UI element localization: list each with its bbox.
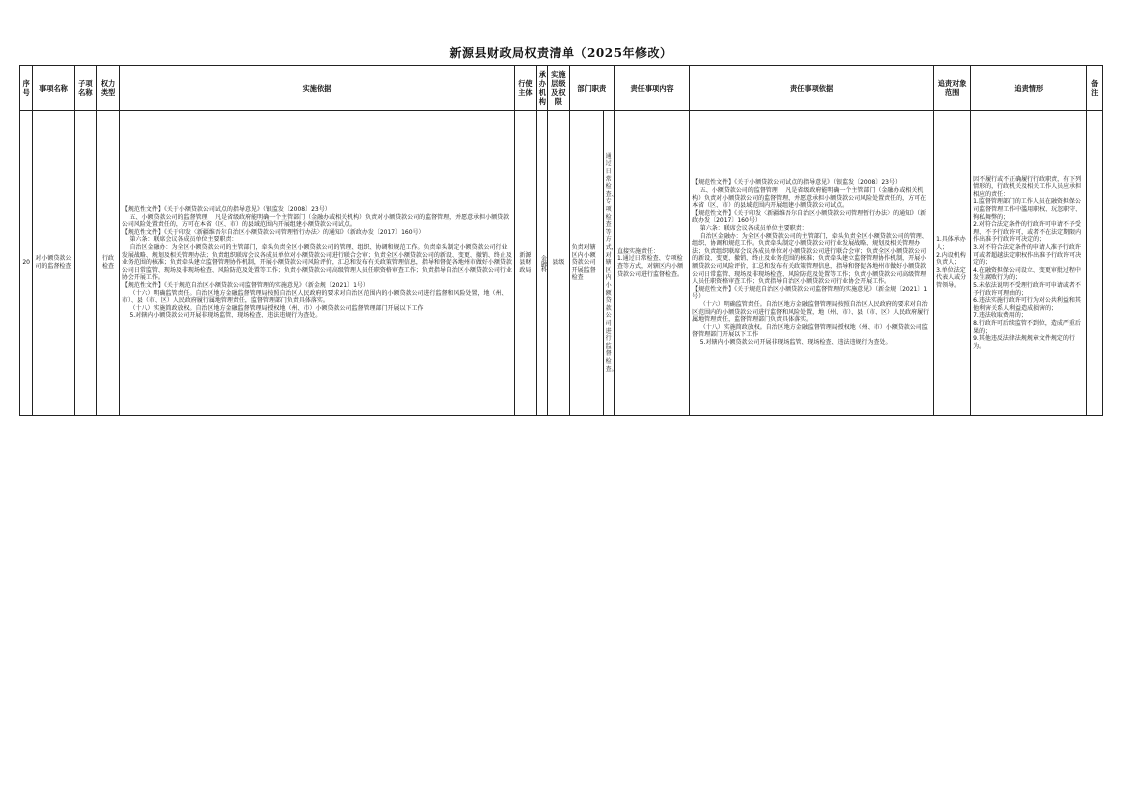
header-dept-duty: 部门职责 xyxy=(569,66,614,111)
header-item-name: 事项名称 xyxy=(33,66,74,111)
header-resp-content: 责任事项内容 xyxy=(614,66,689,111)
cell-organ xyxy=(536,111,547,416)
cell-dept-duty: 负责对辖区内小额贷款公司开展监督检查 xyxy=(569,111,603,416)
cell-power-type: 行政检查 xyxy=(97,111,120,416)
cell-resp-basis: 【规范性文件】《关于小额贷款公司试点的指导意见》（银监发〔2008〕23号） 五、小额贷款公司的监督管理 凡是省级政府能明确一个主管部门（金融办或相关机构）负责对小额贷款公司的监督管理，并愿意承担小额贷款公司风险处置责任的，方可在本省（区、市）的县域范围内开展组建小额贷款公司试点。 【规范性文件】《关于印发〈新疆维吾尔自治区小额贷款公司管理暂行办法〉的通知》（新政办发〔2017〕160号） 第六条：联席会议各成员单位主要职责： 自治区金融办：为全区小额贷款公司的主管部门，牵头负责全区小额贷款公司的管理、组织、协调和规范工作。负责牵头制定小额贷款公司行业发展战略、规划及相关管理办法；负责组织联席会议各成员单位对小额贷款公司进行联合会审；负责全区小额贷款公司的新设、变更、撤销、终止及业务范围的核准；负责牵头建立监督管理协作机制，开展小额贷款公司风险评价，汇总和发布有关政策管理信息，指导和督促各地州市做好小额贷款公司日常监管、现场及非现场检查、风险防范及处置等工作；负责小额贷款公司高级管理人员任职资格审查工作；负责指导自治区小额贷款公司行业协会开展工作。 【规范性文件】《关于规范自治区小额贷款公司监督管理的实施意见》（新金规〔2021〕1号） （十六）明确监管责任。自治区地方金融监督管理局按照自治区人民政府的要求对自治区范围内的小额贷款公司进行监督和风险处置，地（州、市）、县（市、区）人民政府履行属地管理责任，监督管理部门负责具体落实。 （十八）实施简政放权。自治区地方金融监督管理局授权地（州、市）小额贷款公司监督管理部门开展以下工作 5.对辖内小额贷款公司开展非现场监管、现场检查、违法违规行为查处。 xyxy=(690,111,934,416)
cell-seq: 20 xyxy=(20,111,33,416)
header-organ: 承办机构 xyxy=(536,66,547,111)
header-account-case: 追责情形 xyxy=(971,66,1087,111)
table-row xyxy=(20,111,1103,416)
header-power-type: 权力类型 xyxy=(97,66,120,111)
header-seq: 序号 xyxy=(20,66,33,111)
header-remark: 备注 xyxy=(1087,66,1103,111)
cell-subject: 新源县财政局 xyxy=(515,111,537,416)
cell-level: 县级 xyxy=(548,111,570,416)
cell-basis: 【规范性文件】《关于小额贷款公司试点的指导意见》（银监发〔2008〕23号） 五、小额贷款公司的监督管理 凡是省级政府能明确一个主管部门（金融办或相关机构）负责对小额贷款公司的监督管理，并愿意承担小额贷款公司风险处置责任的，方可在本省（区、市）的县域范围内开展组建小额贷款公司试点。 【规范性文件】《关于印发〈新疆维吾尔自治区小额贷款公司管理暂行办法〉的通知》（新政办发〔2017〕160号） 第六条：联席会议各成员单位主要职责： 自治区金融办：为全区小额贷款公司的主管部门，牵头负责全区小额贷款公司的管理、组织、协调和规范工作。负责牵头制定小额贷款公司行业发展战略、规划及相关管理办法；负责组织联席会议各成员单位对小额贷款公司进行联合会审；负责全区小额贷款公司的新设、变更、撤销、终止及业务范围的核准；负责牵头建立监督管理协作机制，开展小额贷款公司风险评价，汇总和发布有关政策管理信息，指导和督促各地州市做好小额贷款公司日常监管、现场及非现场检查、风险防范及处置等工作；负责小额贷款公司高级管理人员任职资格审查工作；负责指导自治区小额贷款公司行业协会开展工作。 【规范性文件】《关于规范自治区小额贷款公司监督管理的实施意见》（新金规〔2021〕1号） （十六）明确监管责任。自治区地方金融监督管理局按照自治区人民政府的要求对自治区范围内的小额贷款公司进行监督和风险处置，地（州、市）、县（市、区）人民政府履行属地管理责任，监督管理部门负责具体落实。 （十八）实施简政放权。自治区地方金融监督管理局授权地（州、市）小额贷款公司监督管理部门开展以下工作 5.对辖内小额贷款公司开展非现场监管、现场检查、违法违规行为查处。 xyxy=(119,111,514,416)
cell-item-name: 对小额贷款公司的监督检查 xyxy=(33,111,74,416)
header-subject: 行使主体 xyxy=(515,66,537,111)
header-sub-name: 子项名称 xyxy=(74,66,97,111)
cell-account-case: 因不履行或不正确履行行政职责，有下列情形的，行政机关及相关工作人员应承担相应的责任： 1.监督管理部门的工作人员在融资担保公司监督管理工作中滥用职权、玩忽职守、徇私舞弊的； 2.对符合法定条件的行政许可申请不予受理、不予行政许可，或者不在法定期限内作出准予行政许可决定的； 3.对不符合法定条件的申请人准予行政许可或者超越法定职权作出准予行政许可决定的； 4.在融资担保公司设立、变更审批过程中发生腐败行为的； 5.未依法说明不受理行政许可申请或者不予行政许可理由的； 6.违法实施行政许可行为对公共利益和其他利害关系人利益造成损害的； 7.违法收取费用的； 8.行政许可后续监管不到位，造成严重后果的； 9.其他违反法律法规规章文件规定的行为。 xyxy=(971,111,1087,416)
cell-resp-content-col: 通过日常检查、专项检查等方式，对辖区内小额贷款公司进行监督检查。 xyxy=(603,111,614,416)
header-level: 实施层级及权限 xyxy=(548,66,570,111)
cell-remark xyxy=(1087,111,1103,416)
organ-text: 金融科 xyxy=(539,254,547,272)
header-account-scope: 追责对象范围 xyxy=(934,66,971,111)
header-row xyxy=(20,66,1103,111)
cell-resp-content: 直接实施责任： 1.通过日常检查、专项检查等方式，对辖区内小额贷款公司进行监督检查。 xyxy=(614,111,689,416)
cell-account-scope: 1.具体承办人； 2.内设机构负责人； 3.单位法定代表人或分管领导。 xyxy=(934,111,971,416)
header-basis: 实施依据 xyxy=(119,66,514,111)
page-title: 新源县财政局权责清单（2025年修改） xyxy=(449,46,673,60)
header-resp-basis: 责任事项依据 xyxy=(690,66,934,111)
responsibility-table xyxy=(19,65,1103,416)
cell-sub-name xyxy=(74,111,97,416)
